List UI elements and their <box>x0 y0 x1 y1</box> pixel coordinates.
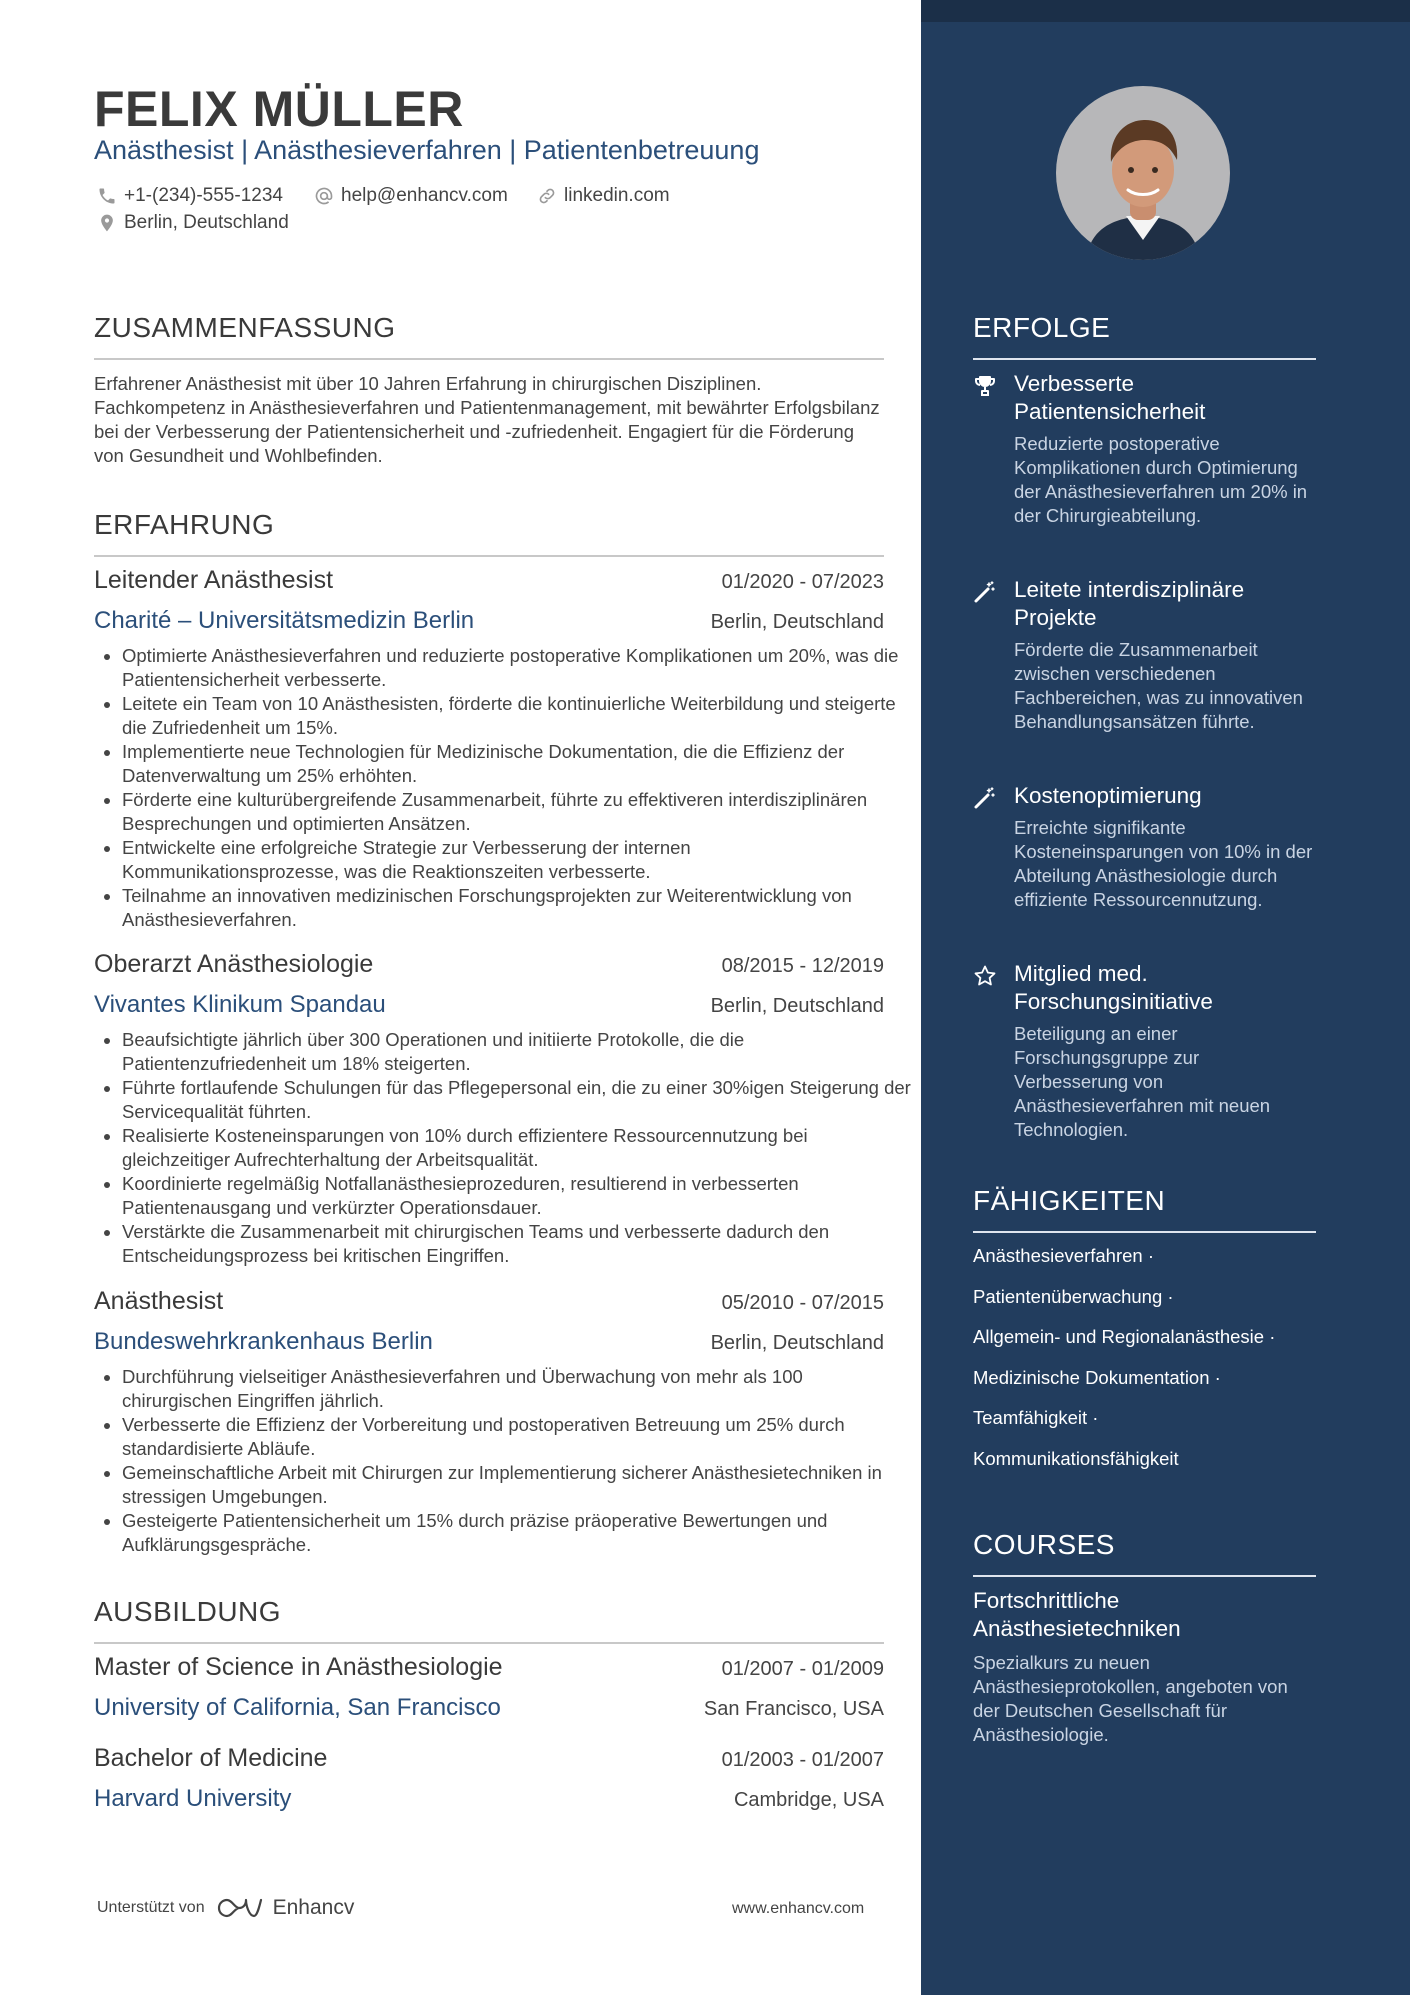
footer-url[interactable]: www.enhancv.com <box>732 1900 865 1917</box>
list-item: • Realisierte Kosteneinsparungen von 10% durch effizientere Ressourcennutzung bei gleichzeitiger Aufrechterhaltung der Arbeitsqualität. <box>122 1124 912 1172</box>
list-item: • Implementierte neue Technologien für Medizinische Dokumentation, die die Effizienz der Datenverwaltung um 25% erhöhten. <box>122 740 912 788</box>
candidate-name: FELIX MÜLLER <box>94 81 464 137</box>
achievement-item <box>973 960 1316 1142</box>
achievement-title: Verbesserte Patientensicherheit <box>1014 371 1206 424</box>
avatar-image <box>1056 86 1230 260</box>
list-item: • Beaufsichtigte jährlich über 300 Operationen und initiierte Protokolle, die die Patientenzufriedenheit um 18% steigerten. <box>122 1028 912 1076</box>
edu-2-header <box>94 1744 884 1773</box>
summary-title: ZUSAMMENFASSUNG <box>94 312 396 343</box>
edu-school: University of California, San Francisco <box>94 1694 501 1721</box>
education-divider <box>94 1642 884 1644</box>
email-text: help@enhancv.com <box>341 185 508 206</box>
achievement-item <box>973 576 1316 734</box>
edu-location: San Francisco, USA <box>703 1698 884 1720</box>
job-location: Berlin, Deutschland <box>710 611 884 633</box>
job-1-bullets <box>94 644 912 932</box>
list-item: • Führte fortlaufende Schulungen für das Pflegepersonal ein, die zu einer 30%igen Steigerung der Servicequalität führten. <box>122 1076 912 1124</box>
job-location: Berlin, Deutschland <box>710 1332 884 1354</box>
job-3-header <box>94 1287 884 1316</box>
job-1-header <box>94 566 884 595</box>
achievement-desc: Erreichte signifikante Kosteneinsparungen von 10% in der Abteilung Anästhesiologie durch effiziente Ressourcennutzung. <box>1014 817 1313 910</box>
achievement-desc: Reduzierte postoperative Komplikationen durch Optimierung der Anästhesieverfahren um 20% in der Chirurgieabteilung. <box>1014 433 1308 526</box>
magic-wand-icon <box>973 786 997 810</box>
at-icon <box>314 186 334 206</box>
contact-linkedin[interactable] <box>537 185 670 207</box>
contact-email[interactable] <box>314 185 508 207</box>
job-role: Leitender Anästhesist <box>94 566 334 594</box>
achievement-title: Kostenoptimierung <box>1014 783 1202 808</box>
contact-location <box>97 212 289 234</box>
skills-divider <box>973 1231 1316 1233</box>
edu-2-school-row <box>94 1785 884 1813</box>
edu-dates: 01/2003 - 01/2007 <box>721 1749 884 1771</box>
phone-text: +1-(234)-555-1234 <box>124 185 283 206</box>
experience-title: ERFAHRUNG <box>94 509 275 540</box>
summary-text: Erfahrener Anästhesist mit über 10 Jahren Erfahrung in chirurgischen Disziplinen. Fachkompetenz in Anästhesieverfahren und Patientenmanagement, mit bewährter Erfolgsbilanz bei der Verbesserung der Patientensicherheit und -zufriedenheit. Engagiert für die Förderung von Gesundheit und Wohlbefinden. <box>94 373 880 466</box>
list-item: • Gesteigerte Patientensicherheit um 15% durch präzise präoperative Bewertungen und Aufklärungsgespräche. <box>122 1509 912 1557</box>
skill-item: Kommunikationsfähigkeit <box>973 1448 1179 1469</box>
list-item: • Teilnahme an innovativen medizinischen Forschungsprojekten zur Weiterentwicklung von Anästhesieverfahren. <box>122 884 912 932</box>
job-dates: 01/2020 - 07/2023 <box>721 571 884 593</box>
headline: Anästhesist | Anästhesieverfahren | Patientenbetreuung <box>94 135 760 165</box>
job-role: Oberarzt Anästhesiologie <box>94 950 374 978</box>
list-item: • Optimierte Anästhesieverfahren und reduzierte postoperative Komplikationen um 20%, was die Patientensicherheit verbesserte. <box>122 644 912 692</box>
skill-item: Medizinische Dokumentation · <box>973 1367 1221 1388</box>
list-item: • Koordinierte regelmäßig Notfallanästhesieprozeduren, resultierend in verbesserten Patientenausgang und verkürzter Operationsdauer. <box>122 1172 912 1220</box>
powered-by-text: Unterstützt von <box>97 1899 205 1916</box>
sidebar-top-bar <box>921 0 1410 22</box>
magic-wand-icon <box>973 580 997 604</box>
edu-school: Harvard University <box>94 1785 292 1812</box>
job-dates: 08/2015 - 12/2019 <box>721 955 884 977</box>
job-3-org-row <box>94 1328 884 1356</box>
phone-icon <box>97 186 117 206</box>
achievement-desc: Förderte die Zusammenarbeit zwischen verschiedenen Fachbereichen, was zu innovativen Behandlungsansätzen führte. <box>1014 639 1303 732</box>
job-org: Charité – Universitätsmedizin Berlin <box>94 607 475 634</box>
edu-dates: 01/2007 - 01/2009 <box>721 1658 884 1680</box>
job-org: Bundeswehrkrankenhaus Berlin <box>94 1328 433 1355</box>
link-icon <box>537 186 557 206</box>
location-text: Berlin, Deutschland <box>124 212 289 233</box>
job-org: Vivantes Klinikum Spandau <box>94 991 386 1018</box>
star-icon <box>973 964 997 988</box>
summary-divider <box>94 358 884 360</box>
achievement-desc: Beteiligung an einer Forschungsgruppe zur Verbesserung von Anästhesieverfahren mit neuen Technologien. <box>1014 1023 1271 1140</box>
enhancv-logo-icon <box>215 1896 263 1920</box>
edu-1-header <box>94 1653 884 1682</box>
achievements-divider <box>973 358 1316 360</box>
linkedin-text: linkedin.com <box>564 185 670 206</box>
course-desc: Spezialkurs zu neuen Anästhesieprotokollen, angeboten von der Deutschen Gesellschaft für Anästhesiologie. <box>973 1652 1288 1745</box>
achievement-item <box>973 370 1316 528</box>
job-3-bullets <box>94 1365 912 1557</box>
location-pin-icon <box>97 213 117 233</box>
education-title: AUSBILDUNG <box>94 1596 282 1627</box>
skill-item: Teamfähigkeit · <box>973 1407 1099 1428</box>
skills-title: FÄHIGKEITEN <box>973 1185 1166 1216</box>
edu-1-school-row <box>94 1694 884 1722</box>
job-location: Berlin, Deutschland <box>710 995 884 1017</box>
edu-degree: Master of Science in Anästhesiologie <box>94 1653 503 1681</box>
job-1-org-row <box>94 607 884 635</box>
trophy-icon <box>973 374 997 398</box>
achievement-title: Mitglied med. Forschungsinitiative <box>1014 961 1213 1014</box>
edu-location: Cambridge, USA <box>733 1789 884 1811</box>
job-2-header <box>94 950 884 979</box>
brand-text: Enhancv <box>272 1896 355 1919</box>
skill-item: Allgemein- und Regionalanästhesie · <box>973 1326 1276 1347</box>
edu-degree: Bachelor of Medicine <box>94 1744 328 1772</box>
list-item: • Verbesserte die Effizienz der Vorbereitung und postoperativen Betreuung um 25% durch standardisierte Abläufe. <box>122 1413 912 1461</box>
skill-item: Anästhesieverfahren · <box>973 1245 1154 1266</box>
job-role: Anästhesist <box>94 1287 224 1315</box>
list-item: • Durchführung vielseitiger Anästhesieverfahren und Überwachung von mehr als 100 chirurgischen Eingriffen jährlich. <box>122 1365 912 1413</box>
profile-photo <box>1056 86 1230 260</box>
contact-phone[interactable] <box>97 185 283 207</box>
list-item: • Leitete ein Team von 10 Anästhesisten, förderte die kontinuierliche Weiterbildung und steigerte die Zufriedenheit um 15%. <box>122 692 912 740</box>
courses-title: COURSES <box>973 1529 1115 1560</box>
footer-powered-by <box>97 1896 354 1920</box>
achievements-title: ERFOLGE <box>973 312 1111 343</box>
job-2-bullets <box>94 1028 912 1268</box>
list-item: • Förderte eine kulturübergreifende Zusammenarbeit, führte zu effektiveren interdisziplinären Besprechungen und optimierten Ansätzen. <box>122 788 912 836</box>
skill-item: Patientenüberwachung · <box>973 1286 1174 1307</box>
list-item: • Entwickelte eine erfolgreiche Strategie zur Verbesserung der internen Kommunikationsprozesse, was die Reaktionszeiten verbesserte. <box>122 836 912 884</box>
job-dates: 05/2010 - 07/2015 <box>721 1292 884 1314</box>
job-2-org-row <box>94 991 884 1019</box>
achievement-item <box>973 782 1316 912</box>
list-item: • Verstärkte die Zusammenarbeit mit chirurgischen Teams und verbesserte dadurch den Entscheidungsprozess bei kritischen Eingriffen. <box>122 1220 912 1268</box>
course-title: Fortschrittliche Anästhesietechniken <box>973 1588 1181 1641</box>
experience-divider <box>94 555 884 557</box>
achievement-title: Leitete interdisziplinäre Projekte <box>1014 577 1245 630</box>
courses-divider <box>973 1575 1316 1577</box>
list-item: • Gemeinschaftliche Arbeit mit Chirurgen zur Implementierung sicherer Anästhesietechniken in stressigen Umgebungen. <box>122 1461 912 1509</box>
